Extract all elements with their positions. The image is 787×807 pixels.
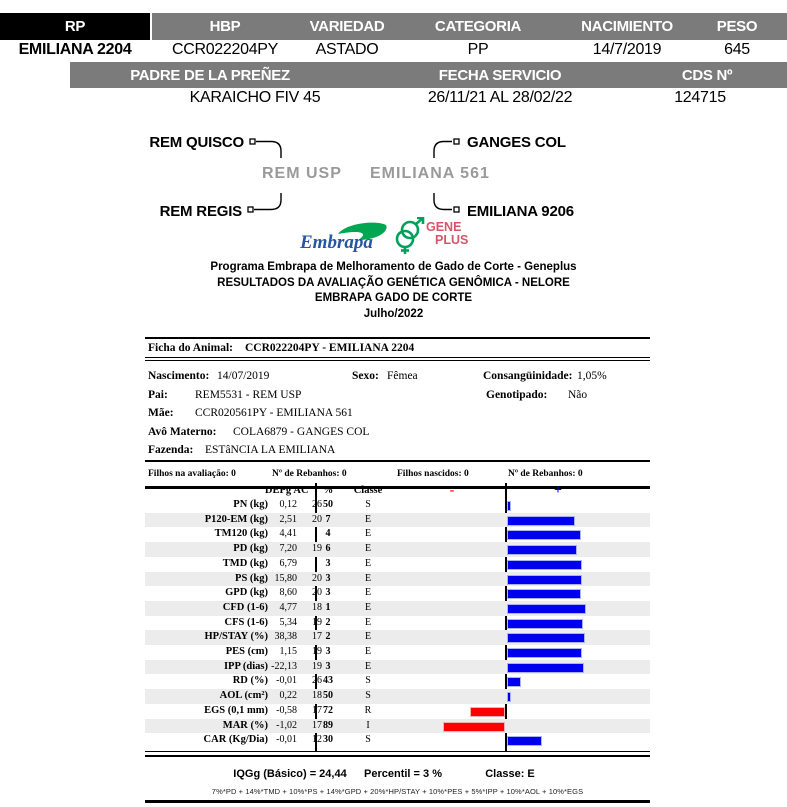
value-rp: EMILIANA 2204	[18, 41, 132, 58]
dep-bar	[507, 575, 582, 585]
mae-value: CCR020561PY - EMILIANA 561	[195, 407, 353, 419]
genotipado-value: Não	[568, 388, 588, 401]
pedigree-sire-sire: REM QUISCO	[149, 134, 244, 151]
ac-value: 17	[312, 631, 322, 643]
depg-value: 4,41	[279, 528, 297, 540]
depg-value: 2,51	[279, 513, 297, 525]
dep-table-row	[145, 586, 650, 601]
classe-value: E	[364, 572, 372, 584]
pedigree-dam-sire: GANGES COL	[467, 134, 566, 151]
trait-label: CFS (1-6)	[224, 616, 268, 628]
geneplus-text-plus: PLUS	[435, 233, 469, 247]
pai-label: Pai:	[148, 388, 168, 401]
pedigree-diagram	[0, 120, 787, 230]
classe-value: E	[364, 543, 372, 555]
ficha-row-1	[145, 367, 650, 386]
pai-value: REM5531 - REM USP	[195, 388, 302, 401]
percentile-value: 30	[323, 734, 333, 746]
dep-bar	[507, 545, 577, 555]
stat-filhos-avaliacao: Filhos na avaliação: 0	[148, 468, 236, 479]
gender-symbols-icon	[397, 218, 423, 254]
percentile-value: 7	[325, 513, 331, 525]
depg-value: 6,79	[279, 557, 297, 569]
ac-value: 26	[312, 675, 322, 687]
classe-value: S	[365, 499, 371, 510]
ac-value: 17	[312, 704, 322, 716]
percentile-value: 3	[325, 587, 331, 599]
trait-label: GPD (kg)	[225, 587, 268, 599]
dep-table-row	[145, 527, 650, 542]
pedigree-sire-dam: REM REGIS	[159, 203, 242, 220]
depg-value: 15,80	[274, 572, 297, 584]
classe-value: S	[365, 690, 371, 702]
classe-value: S	[365, 734, 371, 746]
embrapa-wordmark: Embrapa	[300, 232, 373, 253]
col-header-pct: %	[322, 485, 334, 496]
header-fecha-servicio: FECHA SERVICIO	[438, 66, 562, 84]
percentile-value: 89	[323, 719, 333, 731]
pedigree-dam: EMILIANA 561	[370, 165, 490, 182]
dep-bar	[507, 663, 584, 673]
ac-value: 26	[312, 499, 322, 510]
pedigree-connector	[254, 193, 281, 210]
depg-value: -0,58	[276, 704, 297, 716]
ac-value: 17	[312, 719, 322, 731]
depg-value: 8,60	[279, 587, 297, 599]
classe-value: E	[364, 513, 372, 525]
depg-value: -0,01	[276, 675, 297, 687]
percentile-value: 2	[325, 616, 331, 628]
mae-label: Mãe:	[148, 407, 174, 419]
trait-label: IPP (dias)	[223, 660, 268, 672]
value-categoria: PP	[467, 41, 489, 58]
classe-value: E	[364, 646, 372, 657]
classe-value: E	[364, 631, 372, 643]
percentile-value: 1	[325, 601, 331, 613]
header-hbp: HBP	[209, 18, 241, 35]
geneplus-text-gene: GENE	[426, 220, 462, 234]
value-hbp: CCR022204PY	[171, 41, 279, 58]
pedigree-connector	[434, 193, 452, 210]
title-line-3: EMBRAPA GADO DE CORTE	[314, 292, 473, 304]
title-line-1: Programa Embrapa de Melhoramento de Gado de Corte - Geneplus	[210, 261, 577, 273]
table-bottom-rule	[145, 751, 650, 757]
ficha-title-value: CCR022204PY - EMILIANA 2204	[245, 342, 415, 354]
depg-value: 5,34	[279, 616, 297, 628]
classe-value: E	[364, 601, 372, 613]
dep-bar	[507, 736, 542, 746]
depg-value: 0,12	[279, 499, 297, 510]
header-categoria: CATEGORIA	[434, 18, 522, 35]
consanguinidade-value: 1,05%	[577, 370, 607, 382]
dep-table-row	[145, 557, 650, 572]
classe-value: R	[364, 704, 372, 716]
fazenda-label: Fazenda:	[148, 444, 194, 456]
fazenda-value: ESTâNCIA LA EMILIANA	[205, 444, 336, 456]
header-nacimiento: NACIMIENTO	[581, 18, 673, 35]
depg-value: -22,13	[271, 660, 297, 672]
dep-bar	[507, 560, 582, 570]
classe-value: I	[366, 719, 370, 731]
dep-bar	[507, 619, 583, 629]
dep-table-row	[145, 616, 650, 631]
header-variedad: VARIEDAD	[309, 18, 385, 35]
depg-value: 4,77	[279, 601, 297, 613]
value-padre-prenez: KARAICHO FIV 45	[189, 89, 321, 106]
dep-bar	[507, 589, 581, 599]
percentile-value: 2	[325, 631, 331, 643]
classe-value: S	[365, 675, 371, 687]
stat-filhos-nascidos: Filhos nascidos: 0	[397, 468, 469, 479]
trait-label: PS (kg)	[235, 572, 268, 584]
classe-summary: Classe: E	[485, 768, 535, 780]
animal-record-title-row	[145, 337, 650, 361]
dep-table-row	[145, 572, 650, 587]
ficha-row-3	[145, 404, 650, 423]
dep-bar	[507, 516, 575, 526]
dep-bar	[507, 677, 521, 687]
consanguinidade-label: Consangüinidade:	[483, 370, 573, 382]
depg-value: 7,20	[279, 543, 297, 555]
trait-label: RD (%)	[232, 675, 268, 687]
dep-table-row	[145, 542, 650, 557]
ac-value: 19	[312, 616, 322, 628]
trait-label: PN (kg)	[233, 499, 268, 510]
depg-value: 0,22	[279, 690, 297, 702]
ac-value: 18	[312, 601, 322, 613]
avo-materno-value: COLA6879 - GANGES COL	[233, 425, 370, 438]
trait-label: MAR (%)	[222, 719, 268, 731]
ac-value: 20	[312, 587, 322, 599]
trait-label: TMD (kg)	[222, 557, 268, 569]
header-peso: PESO	[716, 18, 758, 35]
trait-label: EGS (0,1 mm)	[204, 704, 268, 716]
animal-record-box	[145, 337, 650, 489]
ac-value: 19	[312, 660, 322, 672]
nascimento-label: Nascimento:	[148, 370, 210, 382]
trait-label: TM120 (kg)	[214, 528, 268, 540]
dep-table	[145, 483, 650, 753]
geneplus-logo	[392, 217, 492, 255]
classe-value: E	[364, 616, 372, 628]
pedigree-dam-dam: EMILIANA 9206	[467, 203, 574, 220]
dep-bar	[470, 707, 505, 717]
trait-label: PD (kg)	[233, 543, 268, 555]
trait-label: HP/STAY (%)	[204, 631, 268, 643]
col-header-depg: DEPg	[264, 485, 292, 496]
stat-rebanhos-1: Nº de Rebanhos: 0	[272, 468, 347, 479]
value-variedad: ASTADO	[315, 41, 379, 58]
ac-value: 12	[312, 734, 322, 746]
pedigree-node-square	[250, 139, 255, 144]
header-rp: RP	[64, 18, 86, 35]
dep-table-row	[145, 498, 650, 513]
dep-table-row	[145, 645, 650, 660]
plus-axis-label: +	[554, 483, 562, 498]
percentile-value: 43	[323, 675, 333, 687]
ac-value: 20	[312, 513, 322, 525]
sexo-label: Sexo:	[352, 370, 379, 382]
pedigree-node-square	[248, 207, 253, 212]
pedigree-connector	[256, 142, 281, 159]
percentile-value: 50	[323, 690, 333, 702]
trait-label: AOL (cm²)	[219, 690, 268, 702]
dep-bar	[507, 692, 511, 702]
ac-value: 20	[312, 572, 322, 584]
dep-bar	[507, 501, 511, 511]
dep-table-row	[145, 689, 650, 704]
index-formula: 7%*PD + 14%*TMD + 10%*PS + 14%*GPD + 20%*HP/STAY + 10%*PES + 5%*IPP + 10%*AOL + 10%*EGS	[211, 787, 584, 796]
dep-table-row	[145, 704, 650, 719]
percentile-value: 6	[325, 543, 331, 555]
ficha-title-label: Ficha do Animal:	[148, 342, 233, 354]
dep-table-row	[145, 719, 650, 734]
header-padre-prenez: PADRE DE LA PREÑEZ	[130, 66, 290, 84]
percentile-value: 4	[325, 528, 331, 540]
title-line-4: Julho/2022	[363, 307, 424, 320]
sexo-value: Fêmea	[387, 370, 418, 382]
value-fecha-servicio: 26/11/21 AL 28/02/22	[427, 89, 573, 106]
pedigree-connector	[434, 142, 452, 159]
percentile-value: 3	[325, 660, 331, 672]
trait-label: P120-EM (kg)	[204, 513, 268, 525]
value-cds-n: 124715	[674, 89, 726, 106]
classe-value: E	[364, 660, 372, 672]
percentile-value: 3	[325, 646, 331, 657]
dep-bar	[507, 530, 581, 540]
dep-bar	[507, 604, 586, 614]
pedigree-sire: REM USP	[262, 165, 342, 182]
percentil-summary: Percentil = 3 %	[364, 768, 442, 780]
stat-rebanhos-2: Nº de Rebanhos: 0	[508, 468, 583, 479]
classe-value: E	[364, 528, 372, 540]
classe-value: E	[364, 557, 372, 569]
avo-materno-label: Avô Materno:	[148, 425, 217, 438]
trait-label: CFD (1-6)	[222, 601, 268, 613]
dep-table-row	[145, 733, 650, 748]
depg-value: 1,15	[279, 646, 297, 657]
embrapa-logo	[298, 221, 390, 254]
percentile-value: 50	[323, 499, 333, 510]
dep-table-row	[145, 674, 650, 689]
depg-value: -0,01	[276, 734, 297, 746]
title-line-2: RESULTADOS DA AVALIAÇÃO GENÉTICA GENÔMICA - NELORE	[217, 276, 570, 289]
ficha-row-4	[145, 423, 650, 442]
percentile-value: 72	[323, 704, 333, 716]
percentile-value: 3	[325, 557, 331, 569]
iqgg-summary: IQGg (Básico) = 24,44	[233, 768, 347, 780]
dep-table-row	[145, 660, 650, 675]
depg-value: -1,02	[276, 719, 297, 731]
dep-table-row	[145, 601, 650, 616]
minus-axis-label: -	[449, 483, 455, 498]
page-bottom-rule	[145, 800, 650, 803]
value-nacimiento: 14/7/2019	[592, 41, 662, 58]
depg-value: 38,38	[274, 631, 297, 643]
dep-table-row	[145, 513, 650, 528]
ac-value: 18	[312, 690, 322, 702]
dep-bar	[507, 648, 582, 658]
value-peso: 645	[724, 41, 750, 58]
nascimento-value: 14/07/2019	[217, 370, 270, 382]
program-titles	[0, 260, 787, 322]
trait-label: PES (cm)	[225, 646, 268, 657]
classe-value: E	[364, 587, 372, 599]
genotipado-label: Genotipado:	[486, 388, 548, 401]
dep-bar	[443, 722, 505, 732]
header-cds-n: CDS Nº	[681, 66, 733, 84]
dep-table-row	[145, 630, 650, 645]
ficha-row-2	[145, 386, 650, 405]
col-header-classe: Classe	[353, 485, 383, 496]
ac-value: 19	[312, 543, 322, 555]
percentile-value: 3	[325, 572, 331, 584]
trait-label: CAR (Kg/Dia)	[203, 734, 268, 746]
pedigree-node-square	[454, 139, 459, 144]
ficha-row-5	[145, 441, 650, 460]
dep-bar	[507, 633, 585, 643]
col-header-ac: AC	[293, 485, 309, 496]
pedigree-node-square	[454, 207, 459, 212]
ac-value: 19	[312, 646, 322, 657]
